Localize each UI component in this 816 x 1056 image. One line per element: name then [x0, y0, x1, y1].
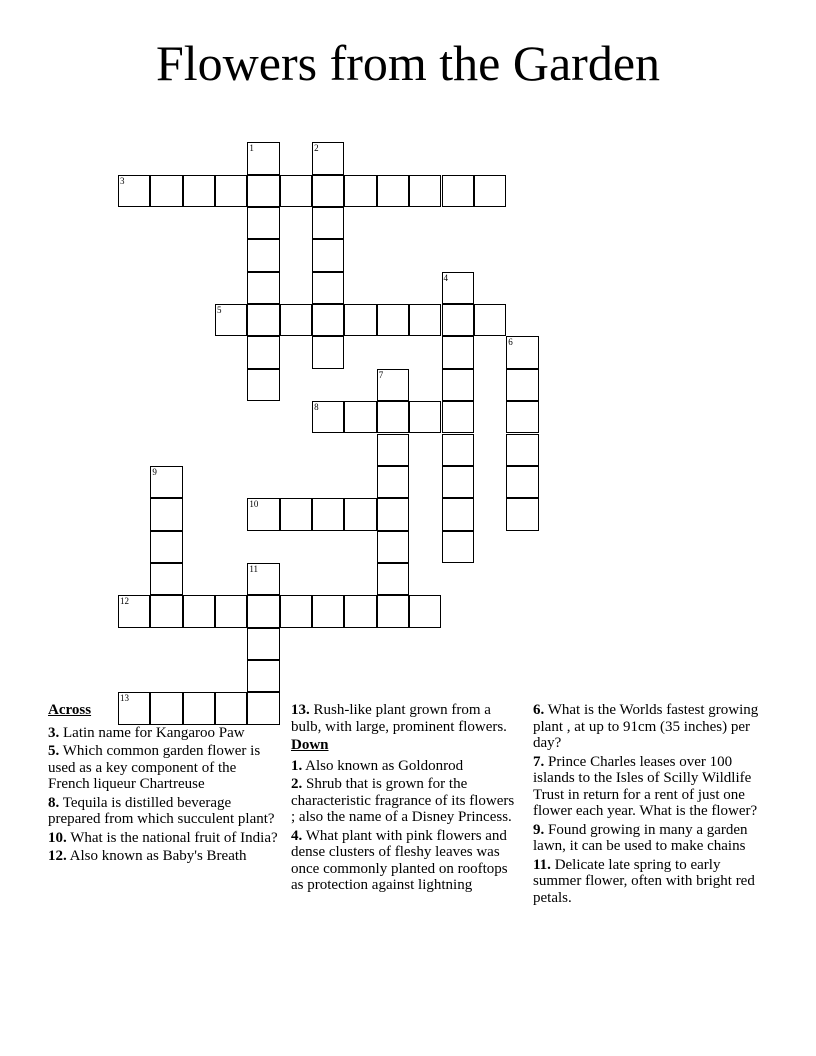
- clue-text: Also known as Goldonrod: [302, 757, 464, 774]
- grid-cell[interactable]: [474, 304, 506, 336]
- grid-cell[interactable]: [506, 336, 538, 368]
- clue-number: 2.: [291, 776, 303, 792]
- clue-text: Also known as Baby's Breath: [66, 848, 247, 864]
- cell-number: 8: [314, 402, 319, 413]
- cell-number: 9: [152, 466, 157, 477]
- clue-across-10: [48, 830, 278, 847]
- grid-cell[interactable]: [280, 595, 312, 627]
- clue-down-7: [533, 754, 763, 820]
- cell-number: 2: [314, 143, 319, 154]
- grid-cell[interactable]: [312, 142, 344, 174]
- grid-cell[interactable]: [247, 563, 279, 595]
- clue-down-2: [291, 776, 521, 826]
- grid-cell[interactable]: [409, 401, 441, 433]
- clue-down-1: [291, 758, 521, 775]
- clue-across-12: [48, 848, 278, 865]
- grid-cell[interactable]: [247, 628, 279, 660]
- grid-cell[interactable]: [377, 175, 409, 207]
- grid-cell[interactable]: [247, 660, 279, 692]
- clue-across-3: [48, 725, 278, 742]
- grid-cell[interactable]: [312, 595, 344, 627]
- cell-number: 10: [249, 499, 259, 510]
- grid-cell[interactable]: [247, 272, 279, 304]
- grid-cell[interactable]: [247, 207, 279, 239]
- clue-number: 9.: [533, 821, 545, 838]
- clue-text: Delicate late spring to early summer flower, often with bright red petals.: [533, 856, 755, 906]
- clues-column-2: [291, 702, 521, 896]
- grid-cell[interactable]: [312, 175, 344, 207]
- grid-cell[interactable]: [442, 304, 474, 336]
- clue-down-6: [533, 702, 763, 752]
- grid-cell[interactable]: [409, 175, 441, 207]
- clues-column-3: [533, 702, 763, 908]
- grid-cell[interactable]: [150, 175, 182, 207]
- grid-cell[interactable]: [150, 595, 182, 627]
- cell-number: 13: [120, 693, 129, 704]
- grid-cell[interactable]: [377, 498, 409, 530]
- grid-cell[interactable]: [442, 175, 474, 207]
- grid-cell[interactable]: [377, 401, 409, 433]
- grid-cell[interactable]: [474, 175, 506, 207]
- grid-cell[interactable]: [183, 595, 215, 627]
- grid-cell[interactable]: [344, 175, 376, 207]
- grid-cell[interactable]: [506, 401, 538, 433]
- clue-text: Found growing in many a garden lawn, it can be used to make chains: [533, 821, 748, 854]
- clue-across-13: [291, 702, 521, 735]
- cell-number: 7: [378, 369, 384, 380]
- cell-number: 1: [249, 143, 254, 154]
- clue-number: 11.: [533, 856, 551, 873]
- grid-cell[interactable]: [118, 595, 150, 627]
- grid-cell[interactable]: [442, 272, 474, 304]
- grid-cell[interactable]: [344, 498, 376, 530]
- cell-number: 3: [120, 175, 125, 186]
- grid-cell[interactable]: [247, 175, 279, 207]
- grid-cell[interactable]: [215, 304, 247, 336]
- clue-number: 1.: [291, 757, 303, 774]
- clue-across-5: [48, 743, 278, 793]
- clue-number: 13.: [291, 702, 310, 718]
- grid-cell[interactable]: [247, 595, 279, 627]
- grid-cell[interactable]: [280, 175, 312, 207]
- grid-cell[interactable]: [377, 466, 409, 498]
- clue-text: What plant with pink flowers and dense clusters of fleshy leaves was once commonly planted on rooftops as protection against lightning: [291, 827, 508, 893]
- grid-cell[interactable]: [506, 466, 538, 498]
- grid-cell[interactable]: [118, 175, 150, 207]
- grid-cell[interactable]: [442, 336, 474, 368]
- grid-cell[interactable]: [312, 207, 344, 239]
- grid-cell[interactable]: [377, 531, 409, 563]
- grid-cell[interactable]: [442, 434, 474, 466]
- cell-number: 5: [217, 305, 222, 316]
- cell-number: 11: [249, 563, 259, 574]
- grid-cell[interactable]: [442, 531, 474, 563]
- grid-cell[interactable]: [280, 304, 312, 336]
- grid-cell[interactable]: [247, 336, 279, 368]
- grid-cell[interactable]: [150, 498, 182, 530]
- grid-cell[interactable]: [312, 272, 344, 304]
- grid-cell[interactable]: [442, 466, 474, 498]
- across-heading: Across: [48, 702, 92, 718]
- grid-cell[interactable]: [247, 142, 279, 174]
- clue-text: Shrub that is grown for the characteristic fragrance of its flowers ; also the name of a Disney Princess.: [291, 776, 515, 825]
- grid-cell[interactable]: [247, 239, 279, 271]
- grid-cell[interactable]: [344, 595, 376, 627]
- cell-number: 6: [508, 337, 513, 348]
- grid-cell[interactable]: [215, 595, 247, 627]
- clue-text: Which common garden flower is used as a key component of the French liqueur Chartreuse: [48, 743, 261, 792]
- grid-cell[interactable]: [377, 369, 409, 401]
- grid-cell[interactable]: [377, 563, 409, 595]
- grid-cell[interactable]: [280, 498, 312, 530]
- clue-number: 6.: [533, 702, 545, 718]
- grid-cell[interactable]: [344, 304, 376, 336]
- grid-cell[interactable]: [409, 595, 441, 627]
- grid-cell[interactable]: [247, 369, 279, 401]
- grid-cell[interactable]: [409, 304, 441, 336]
- grid-cell[interactable]: [215, 175, 247, 207]
- clue-text: Tequila is distilled beverage prepared from which succulent plant?: [48, 794, 275, 827]
- clue-down-11: [533, 857, 763, 907]
- clue-number: 4.: [291, 827, 303, 844]
- clue-down-4: [291, 828, 521, 894]
- grid-cell[interactable]: [442, 369, 474, 401]
- grid-cell[interactable]: [377, 434, 409, 466]
- cell-number: 12: [120, 596, 129, 607]
- grid-cell[interactable]: [377, 304, 409, 336]
- grid-cell[interactable]: [247, 304, 279, 336]
- grid-cell[interactable]: [150, 466, 182, 498]
- grid-cell[interactable]: [183, 175, 215, 207]
- clue-text: What is the Worlds fastest growing plant , at up to 91cm (35 inches) per day?: [533, 702, 759, 751]
- clue-number: 7.: [533, 753, 545, 770]
- clue-number: 5.: [48, 743, 60, 759]
- grid-cell[interactable]: [150, 531, 182, 563]
- clue-text: Rush-like plant grown from a bulb, with large, prominent flowers.: [291, 702, 507, 735]
- grid-cell[interactable]: [247, 498, 279, 530]
- clue-text: What is the national fruit of India?: [66, 829, 278, 846]
- grid-cell[interactable]: [312, 401, 344, 433]
- grid-cell[interactable]: [150, 563, 182, 595]
- clue-number: 3.: [48, 724, 60, 741]
- clues-column-1: [48, 702, 278, 867]
- clue-number: 12.: [48, 848, 67, 864]
- grid-cell[interactable]: [442, 401, 474, 433]
- grid-cell[interactable]: [506, 369, 538, 401]
- grid-cell[interactable]: [506, 434, 538, 466]
- clue-text: Latin name for Kangaroo Paw: [59, 724, 245, 741]
- cell-number: 4: [443, 272, 448, 283]
- grid-cell[interactable]: [312, 304, 344, 336]
- clue-text: Prince Charles leases over 100 islands to the Isles of Scilly Wildlife Trust in return for a rent of just one flower each year. What is the flower?: [533, 753, 758, 819]
- down-heading: Down: [291, 737, 329, 753]
- clue-number: 8.: [48, 794, 60, 811]
- grid-cell[interactable]: [442, 498, 474, 530]
- grid-cell[interactable]: [377, 595, 409, 627]
- clue-down-9: [533, 822, 763, 855]
- grid-cell[interactable]: [506, 498, 538, 530]
- grid-cell[interactable]: [312, 239, 344, 271]
- clue-number: 10.: [48, 829, 67, 846]
- page-title: Flowers from the Garden: [155, 35, 661, 91]
- clue-across-8: [48, 795, 278, 828]
- grid-cell[interactable]: [312, 498, 344, 530]
- grid-cell[interactable]: [344, 401, 376, 433]
- grid-cell[interactable]: [312, 336, 344, 368]
